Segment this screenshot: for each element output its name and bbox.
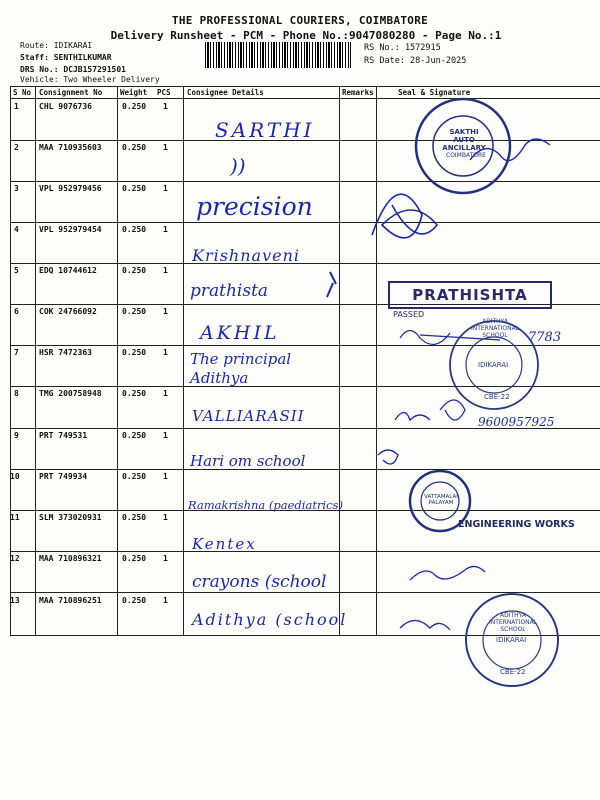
row-sno: 11 bbox=[10, 513, 20, 522]
stamp-sakthi-city: COIMBATORE bbox=[446, 152, 486, 159]
row-weight: 0.250 bbox=[122, 472, 147, 481]
stamp-vattamalai-label: VATTAMALAI PALAYAM bbox=[424, 494, 458, 506]
stamp-passed: PASSED bbox=[393, 310, 425, 319]
row-weight: 0.250 bbox=[122, 266, 147, 275]
row-consignment-no: MAA 710935603 bbox=[39, 143, 102, 152]
stamp-adithya-mid-area: IDIKARAI bbox=[478, 361, 509, 369]
row-sno: 9 bbox=[14, 431, 19, 440]
row-consignment-no: MAA 710896321 bbox=[39, 554, 102, 563]
row-consignee: Krishnaveni bbox=[192, 246, 301, 265]
row-consignee: AKHIL bbox=[200, 322, 280, 344]
row-sno: 12 bbox=[10, 554, 20, 563]
col-header-remarks: Remarks bbox=[342, 88, 374, 97]
row-consignee: crayons (school bbox=[192, 572, 327, 592]
row-consignee: VALLIARASII bbox=[192, 407, 305, 425]
row-pcs: 1 bbox=[163, 348, 168, 357]
row-pcs: 1 bbox=[163, 307, 168, 316]
row-consignee: SARTHI bbox=[215, 118, 315, 142]
row-pcs: 1 bbox=[163, 513, 168, 522]
row-weight: 0.250 bbox=[122, 348, 147, 357]
row-consignee: The principal Adithya bbox=[190, 350, 292, 387]
stamp-adithya-bottom-name: ADITHYA INTERNATIONAL SCHOOL bbox=[488, 612, 538, 633]
row-consignment-no: VPL 952979456 bbox=[39, 184, 102, 193]
runsheet-title: Delivery Runsheet - PCM - Phone No.:9047080280 - Page No.:1 bbox=[110, 29, 502, 42]
col-header-seal: Seal & Signature bbox=[398, 88, 471, 97]
row-consignment-no: MAA 710896251 bbox=[39, 596, 102, 605]
row-sno: 6 bbox=[14, 307, 19, 316]
row-consignment-no: CHL 9076736 bbox=[39, 102, 92, 111]
row-weight: 0.250 bbox=[122, 102, 147, 111]
row-sno: 5 bbox=[14, 266, 19, 275]
row-consignee: Adithya (school bbox=[192, 610, 348, 629]
row-sno: 1 bbox=[14, 102, 19, 111]
row-weight: 0.250 bbox=[122, 513, 147, 522]
col-header-consignee: Consignee Details bbox=[187, 88, 264, 97]
handwritten-number: 7783 bbox=[528, 330, 562, 345]
row-weight: 0.250 bbox=[122, 143, 147, 152]
row-sno: 7 bbox=[14, 348, 19, 357]
row-consignment-no: PRT 749934 bbox=[39, 472, 88, 481]
row-consignment-no: HSR 7472363 bbox=[39, 348, 92, 357]
col-header-pcs: PCS bbox=[157, 88, 171, 97]
row-weight: 0.250 bbox=[122, 554, 147, 563]
vehicle-field: Vehicle: Two Wheeler Delivery bbox=[20, 75, 160, 84]
row-sno: 4 bbox=[14, 225, 19, 234]
row-consignment-no: TMG 200758948 bbox=[39, 389, 102, 398]
row-pcs: 1 bbox=[163, 554, 168, 563]
col-header-weight: Weight bbox=[120, 88, 148, 97]
row-consignment-no: VPL 952979454 bbox=[39, 225, 102, 234]
row-weight: 0.250 bbox=[122, 184, 147, 193]
row-pcs: 1 bbox=[163, 596, 168, 605]
row-pcs: 1 bbox=[163, 389, 168, 398]
row-weight: 0.250 bbox=[122, 596, 147, 605]
row-weight: 0.250 bbox=[122, 225, 147, 234]
row-pcs: 1 bbox=[163, 472, 168, 481]
row-consignee: Ramakrishna (paediatrics) bbox=[188, 498, 343, 512]
stamp-adithya-bottom-code: CBE-22 bbox=[500, 668, 526, 676]
row-consignment-no: COK 24766092 bbox=[39, 307, 97, 316]
row-consignment-no: PRT 749531 bbox=[39, 431, 88, 440]
stamp-adithya-mid-name: ADITHYA INTERNATIONAL SCHOOL bbox=[470, 318, 520, 339]
row-pcs: 1 bbox=[163, 431, 168, 440]
row-pcs: 1 bbox=[163, 143, 168, 152]
row-sno: 10 bbox=[10, 472, 20, 481]
row-consignment-no: SLM 373020931 bbox=[39, 513, 102, 522]
row-sno: 2 bbox=[14, 143, 19, 152]
col-header-consignment: Consignment No bbox=[39, 88, 103, 97]
row-weight: 0.250 bbox=[122, 389, 147, 398]
rs-number: RS No.: 1572915 bbox=[364, 43, 441, 53]
row-sno: 8 bbox=[14, 389, 19, 398]
row-pcs: 1 bbox=[163, 266, 168, 275]
stamp-prathishta bbox=[388, 281, 552, 309]
route-field: Route: IDIKARAI bbox=[20, 41, 93, 50]
row-consignment-no: EDQ 10744612 bbox=[39, 266, 97, 275]
row-consignee: precision bbox=[196, 192, 313, 221]
stamp-adithya-bottom-area: IDIKARAI bbox=[496, 636, 527, 644]
row-weight: 0.250 bbox=[122, 307, 147, 316]
row-consignee: Hari om school bbox=[190, 452, 306, 470]
signature-squiggle bbox=[327, 139, 550, 630]
stamp-adithya-mid-code: CBE-22 bbox=[484, 393, 510, 401]
row-weight: 0.250 bbox=[122, 431, 147, 440]
col-header-sno: S No bbox=[13, 88, 32, 97]
rs-date: RS Date: 28-Jun-2025 bbox=[364, 56, 467, 66]
staff-field: Staff: SENTHILKUMAR bbox=[20, 53, 112, 62]
row-consignee: prathista bbox=[190, 281, 269, 301]
row-pcs: 1 bbox=[163, 102, 168, 111]
stamp-sakthi-label: SAKTHI AUTO ANCILLARY bbox=[442, 128, 486, 152]
row-consignee: )) bbox=[230, 154, 246, 178]
row-sno: 13 bbox=[10, 596, 20, 605]
company-name: THE PROFESSIONAL COURIERS, COIMBATORE bbox=[171, 14, 429, 27]
drs-field: DRS No.: DCJB157291501 bbox=[20, 65, 126, 74]
stamp-engineering: ENGINEERING WORKS bbox=[458, 519, 575, 530]
row-consignee: Kentex bbox=[192, 535, 257, 553]
row-pcs: 1 bbox=[163, 184, 168, 193]
stamp-prathishta-label: PRATHISHTA bbox=[412, 286, 528, 304]
row-pcs: 1 bbox=[163, 225, 168, 234]
row-sno: 3 bbox=[14, 184, 19, 193]
handwritten-phone: 9600957925 bbox=[478, 415, 555, 429]
